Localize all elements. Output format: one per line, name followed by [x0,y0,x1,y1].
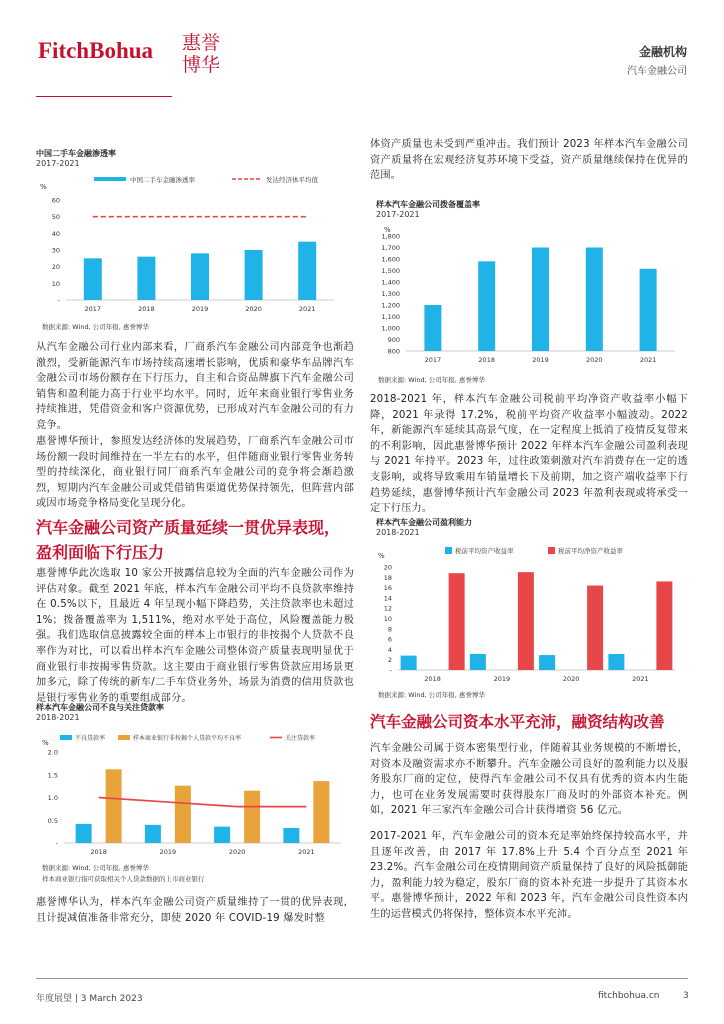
chart4-legend-b-swatch [548,547,555,554]
para-right-4: 2017-2021 年，汽车金融公司的资本充足率始终保持较高水平，并且逐年改善，由 2017 年 17.8%上升 5.4 个百分点至 2021 年 23.2%。汽车金融公司在疫情期间资产质量保持了良好的风险抵御能力，盈利能力较为稳定，股东厂商的资本补充进一步提升了其资本水平。惠誉博华预计，2022 年和 2023 年，汽车金融公司良性资本内生的运营模式仍将保持，整体资本水平充沛。 [370,831,688,920]
chart3-legend-b-swatch [118,735,130,740]
chart4-ytick: 10 [383,615,392,623]
chart1-ytick: 20 [51,263,60,272]
section-title-capital: 汽车金融公司资本水平充沛，融资结构改善 [370,713,665,731]
chart1-bar [191,253,209,300]
chart3-legend-a: 不良贷款率 [75,735,106,742]
chart1-legend-bar-swatch [94,177,126,181]
chart4-bar [518,572,534,670]
chart4-ytick: 6 [387,635,392,644]
chart4-bar [656,581,672,670]
chart1-xtick: 2020 [245,305,262,313]
chart3-plot [36,726,354,860]
chart2-plot [370,222,688,370]
chart4-ytick: 18 [383,573,392,582]
chart4-bar [470,654,486,670]
chart2-ytick: 800 [387,347,400,356]
chart4-ytick: 16 [383,584,392,593]
chart2-ytick: 1,100 [381,313,400,321]
chart4-source: 数据来源: Wind, 公司年报, 惠誉博华 [378,691,485,699]
chart4-bar [608,654,624,670]
chart1-xtick: 2018 [138,305,155,313]
chart1-bar [298,242,316,300]
chart4-legend-a: 税前平均资产收益率 [455,547,514,555]
chart4-ytick: 4 [387,645,392,654]
chart2-xtick: 2018 [478,356,495,364]
chart2-xtick: 2021 [639,356,657,364]
chart4-xtick: 2019 [493,675,511,683]
chart3-ytick: 0.5 [47,816,58,825]
section-title-asset-quality: 汽车金融公司资产质量延续一贯优异表现，盈利面临下行压力 [36,518,341,562]
chart4-xtick: 2021 [632,675,649,683]
chart3-line [99,798,307,807]
chart1-ytick: 40 [51,229,60,238]
chart1-unit: % [40,183,47,191]
chart1-bar [137,257,155,300]
chart4-ytick: - [389,666,392,675]
chart1-period: 2017-2021 [36,159,80,168]
chart3-ytick: 1.0 [47,794,58,802]
chart2-ytick: 1,700 [381,244,400,252]
chart4-legend-b: 税前平均净资产收益率 [558,547,623,555]
chart1-title: 中国二手车金融渗透率 [36,149,116,158]
para-left-4: 惠誉博华认为，样本汽车金融公司资产质量维持了一贯的优异表现，且计提减值准备非常充分，即使 2020 年 COVID-19 爆发时整 [36,897,354,924]
chart4-legend-a-swatch [445,547,452,554]
chart2-ytick: 1,300 [381,290,400,298]
chart2-xtick: 2020 [586,356,603,364]
chart3-period: 2018-2021 [36,713,80,722]
seal-line2: 博华 [181,54,221,74]
chart2-ytick: 1,000 [381,324,400,333]
chart1-ytick: - [57,296,60,305]
logo-seal [174,30,228,74]
chart2-source: 数据来源: Wind, 公司年报, 惠誉博华 [378,376,485,384]
chart3-legend-a-swatch [60,735,72,740]
chart2-unit: % [384,226,391,234]
chart1-legend-line: 发达经济体平均值 [266,176,318,184]
para-left-1: 从汽车金融公司行业内部来看，厂商系汽车金融公司内部竞争也渐趋激烈，受新能源汽车市场持续高速增长影响，优质和豪华车品牌汽车金融公司市场份额存在下行压力，自主和合资品牌旗下汽车金融公司销售和盈利能力高于行业平均水平。同时，近年来商业银行零售业务持续推进，凭借资金和客户资源优势，已形成对汽车金融公司的有力竞争。 [36,342,354,431]
chart1-bar [84,258,102,300]
chart3-bar [283,828,299,843]
chart1-ytick: 50 [51,213,60,222]
chart2-bar [640,269,657,351]
chart1-ytick: 10 [51,279,60,288]
chart4-ytick: 8 [387,625,392,634]
footer-website-link[interactable]: fitchbohua.cn [598,991,660,1001]
chart3-bar [175,786,191,843]
chart3-bar [244,791,260,843]
chart2-ytick: 1,800 [381,232,400,241]
chart2-bar [586,248,603,352]
para-right-1: 体资产质量也未受到严重冲击。我们预计 2023 年样本汽车金融公司资产质量将在宏观经济复苏环境下受益，资产质量继续保持在优异的范围。 [370,139,688,182]
chart2-period: 2017-2021 [376,210,420,219]
footer-page-number: 3 [683,991,689,1001]
chart3-bar [313,781,329,843]
chart1-ytick: 30 [51,246,60,255]
chart4-ytick: 20 [383,563,392,572]
chart3-bar [106,769,122,843]
chart2-ytick: 900 [387,336,400,344]
chart2-ytick: 1,500 [381,267,400,275]
chart1-plot [36,170,348,318]
chart2-bar [532,248,549,352]
chart3-xtick: 2021 [298,848,315,856]
chart2-ytick: 1,400 [381,278,400,287]
footer-rule [36,978,688,979]
chart3-title: 样本汽车金融公司不良与关注贷款率 [36,703,164,712]
chart3-xtick: 2019 [159,848,177,856]
chart2-ytick: 1,200 [381,301,400,310]
chart4-unit: % [378,552,385,560]
chart1-legend-bar: 中国二手车金融渗透率 [130,176,195,184]
chart2-bar [478,261,495,351]
chart4-ytick: 2 [387,656,392,665]
chart3-ytick: 1.5 [47,771,58,780]
chart3-bar [145,825,161,843]
chart1-xtick: 2021 [298,305,316,313]
header-rule [36,96,172,97]
chart3-bar [76,824,92,843]
chart1-bar [245,250,263,300]
header-subsector: 汽车金融公司 [627,66,687,77]
para-left-2: 惠誉博华预计，参照发达经济体的发展趋势，厂商系汽车金融公司市场份额一段时间维持在一半左右的水平，但伴随商业银行零售业务转型的持续深化，商业银行同厂商系汽车金融公司的竞争将会渐趋激烈，短期内汽车金融公司或凭借销售渠道优势保持领先，但阵营内部或因市场竞争格局变化呈现分化。 [36,436,354,510]
chart1-xtick: 2019 [191,305,209,313]
chart4-xtick: 2018 [424,675,441,683]
chart3-xtick: 2020 [228,848,246,856]
chart3-ytick: 2.0 [47,748,58,757]
para-right-2: 2018-2021 年，样本汽车金融公司税前平均净资产收益率小幅下降，2021 年录得 17.2%，税前平均资产收益率小幅波动。2022 年，新能源汽车延续其高景气度，在一定程度上抵消了疫情反复带来的不利影响，因此惠誉博华预计 2022 年样本汽车金融公司盈利表现与 2021 年持平。2023 年，过往政策刺激对汽车消费存在一定的透支影响，或将导致乘用车销量增长下及前期，加之资产端收益率下行趋势延续，惠誉博华预计汽车金融公司 2023 年盈利表现或将承受一定下行压力。 [370,394,688,515]
chart2-bar [424,305,441,351]
chart3-legend-b: 样本商业银行非按揭个人贷款平均不良率 [133,735,242,742]
chart1-source: 数据来源: Wind, 公司年报, 惠誉博华 [42,323,149,331]
chart4-plot [370,540,688,686]
chart3-note: 样本商业银行指可获取相关个人贷款数据的上市商业银行 [42,875,205,883]
header-sector: 金融机构 [638,45,687,59]
chart4-bar [539,655,555,670]
chart2-title: 样本汽车金融公司拨备覆盖率 [376,200,480,209]
seal-line1: 惠誉 [181,32,221,54]
footer-report-date: 年度展望 | 3 March 2023 [36,994,143,1004]
chart4-ytick: 14 [383,594,392,603]
logo-wordmark: FitchBohua [38,38,154,63]
chart3-legend-c: 关注贷款率 [285,735,316,742]
chart1-ytick: 60 [51,196,60,205]
chart3-ytick: - [55,839,58,848]
chart4-bar [587,586,603,670]
para-left-3: 惠誉博华此次选取 10 家公开披露信息较为全面的汽车金融公司作为评估对象。截至 2021 年底，样本汽车金融公司平均不良贷款率维持在 0.5%以下，且最近 4 年呈现小幅下降趋势，关注贷款率也未超过 1%；拨备覆盖率为 1,511%，绝对水平处于高位，风险覆盖能力极强。我们选取信息披露较全面的样本上市银行的非按揭个人贷款不良率作为对比，可以看出样本汽车金融公司整体资产质量表现明显优于商业银行非按揭零售贷款。这主要由于商业银行零售贷款应用场景更加多元，除了传统的新车/二手车贷业务外，场景为消费的信用贷款也是银行零售业务的重要组成部分。 [36,568,354,704]
chart2-xtick: 2017 [424,356,442,364]
chart4-period: 2018-2021 [376,528,420,537]
chart4-bar [401,656,417,670]
chart2-ytick: 1,600 [381,255,400,264]
chart3-xtick: 2018 [90,848,107,856]
chart2-xtick: 2019 [532,356,549,364]
chart4-title: 样本汽车金融公司盈利能力 [376,518,472,527]
chart4-bar [449,573,465,670]
chart3-unit: % [42,739,49,747]
chart3-bar [214,827,230,843]
chart3-source: 数据来源: Wind, 公司年报, 惠誉博华 [42,864,149,872]
chart4-xtick: 2020 [562,675,580,683]
chart4-ytick: 12 [383,604,392,613]
para-right-3: 汽车金融公司属于资本密集型行业，伴随着其业务规模的不断增长，对资本及融资需求亦不断攀升。汽车金融公司良好的盈利能力以及服务股东厂商的定位，使得汽车金融公司不仅具有优秀的资本内生能力，也可在业务发展需要时获得股东厂商及时的外部资本补充。例如，2021 年三家汽车金融公司合计获得增资 56 亿元。 [370,743,688,817]
chart1-xtick: 2017 [84,305,102,313]
